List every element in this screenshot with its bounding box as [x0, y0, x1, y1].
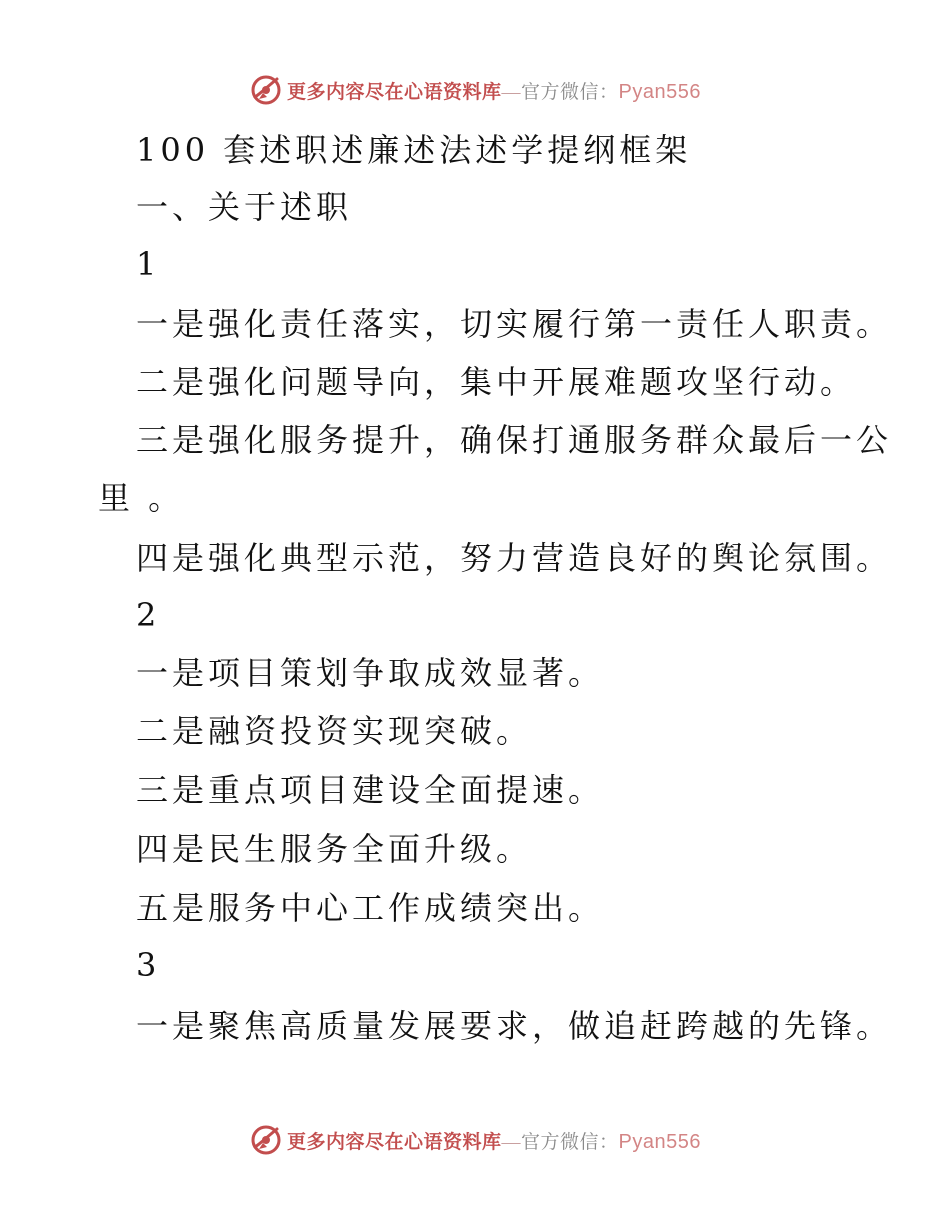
header-watermark [0, 72, 950, 108]
watermark-dash: — [501, 81, 522, 103]
paragraph-line: 一是聚焦高质量发展要求，做追赶跨越的先锋。 [136, 1007, 893, 1045]
paragraph-line-continued: 里 。 [98, 479, 185, 517]
watermark-wechat-id: Pyan556 [618, 80, 701, 103]
paragraph-line: 五是服务中心工作成绩突出。 [136, 889, 605, 927]
watermark-label: 官方微信： [521, 81, 619, 103]
paragraph-line: 四是民生服务全面升级。 [136, 830, 533, 868]
pen-logo-icon [249, 1123, 283, 1157]
watermark-text [287, 1127, 701, 1154]
paragraph-line: 二是强化问题导向，集中开展难题攻坚行动。 [136, 363, 857, 401]
watermark-wechat-id: Pyan556 [618, 1130, 701, 1153]
paragraph-line: 三是强化服务提升，确保打通服务群众最后一公 [136, 421, 893, 459]
item-number-2: 2 [136, 596, 161, 634]
paragraph-line: 一是项目策划争取成效显著。 [136, 654, 605, 692]
paragraph-line: 四是强化典型示范，努力营造良好的舆论氛围。 [136, 539, 893, 577]
watermark-dash: — [501, 1131, 522, 1153]
watermark-brand: 更多内容尽在心语资料库 [287, 81, 502, 103]
footer-watermark [0, 1122, 950, 1158]
pen-logo-icon [249, 73, 283, 107]
paragraph-line: 二是融资投资实现突破。 [136, 712, 533, 750]
item-number-3: 3 [136, 946, 161, 984]
watermark-text [287, 77, 701, 104]
paragraph-line: 一是强化责任落实，切实履行第一责任人职责。 [136, 305, 893, 343]
document-title: 100 套述职述廉述法述学提纲框架 [136, 131, 692, 169]
item-number-1: 1 [136, 245, 161, 283]
section-heading: 一、关于述职 [136, 188, 353, 226]
watermark-label: 官方微信： [521, 1131, 619, 1153]
paragraph-line: 三是重点项目建设全面提速。 [136, 771, 605, 809]
watermark-brand: 更多内容尽在心语资料库 [287, 1131, 502, 1153]
